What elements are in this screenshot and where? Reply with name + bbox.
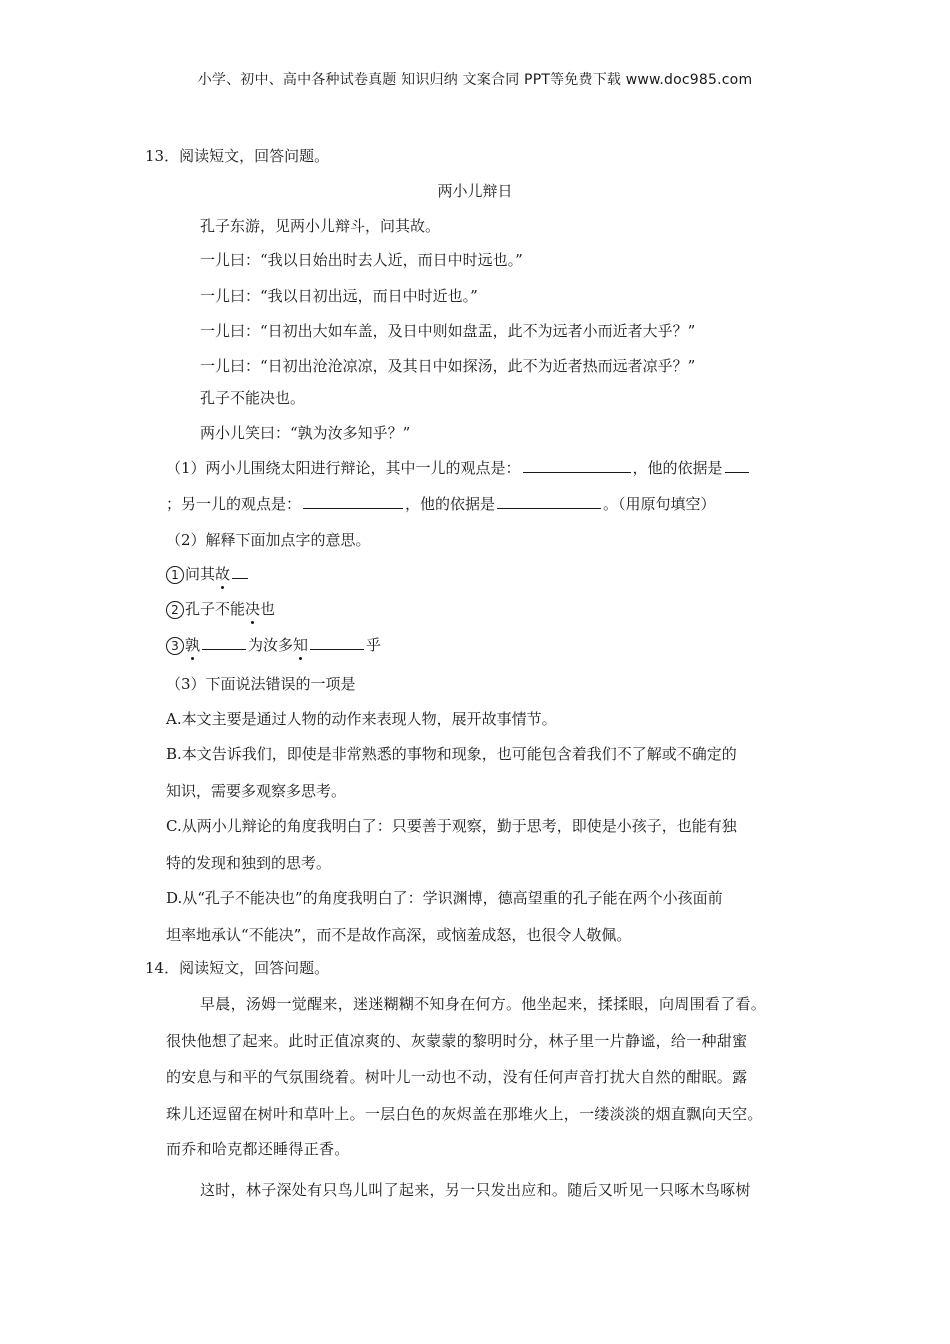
subquestion-1-line-1 [166,458,751,478]
passage-line: 一儿曰：“我以日始出时去人近，而日中时远也。” [200,251,523,269]
answer-blank-3[interactable] [303,494,403,509]
subquestion-1-text-a: （1）两小儿围绕太阳进行辩论，其中一儿的观点是： [166,459,521,477]
subquestion-2-prompt: （2）解释下面加点字的意思。 [166,531,371,549]
item-3-text-end: 乎 [366,636,382,654]
question-14-number: 14．阅读短文，回答问题。 [145,959,330,977]
subquestion-2-item-3 [166,635,381,655]
option-d[interactable]: D.从“孔子不能决也”的角度我明白了：学识渊博，德高望重的孔子能在两个小孩面前 [166,889,723,907]
answer-blank-7[interactable] [310,635,364,650]
answer-blank-4[interactable] [497,494,601,509]
dotted-char-zhi: 知 [293,636,309,654]
option-b[interactable]: B.本文告诉我们，即使是非常熟悉的事物和现象，也可能包含着我们不了解或不确定的 [166,745,737,763]
answer-blank-6[interactable] [202,635,246,650]
dotted-char-jue: 决 [245,600,261,618]
option-d-continued: 坦率地承认“不能决”，而不是故作高深，或恼羞成怒，也很令人敬佩。 [166,926,632,944]
subquestion-2-item-2 [166,599,275,619]
subquestion-3-prompt: （3）下面说法错误的一项是 [166,675,356,693]
subquestion-1-text-e: 。（用原句填空） [603,495,716,513]
paragraph-line: 珠儿还逗留在树叶和草叶上。一层白色的灰烬盖在那堆火上，一缕淡淡的烟直飘向天空。 [166,1105,763,1123]
item-2-text-end: 也 [260,600,276,618]
passage-line: 孔子不能决也。 [200,389,306,407]
item-2-text: 孔子不能 [185,600,246,618]
subquestion-1-line-2 [166,494,716,514]
paragraph-line: 很快他想了起来。此时正值凉爽的、灰蒙蒙的黎明时分，林子里一片静谧，给一种甜蜜 [166,1032,748,1050]
paragraph-line: 的安息与和平的气氛围绕着。树叶儿一动也不动，没有任何声音打扰大自然的酣眠。露 [166,1068,748,1086]
circled-number-2: 2 [166,601,184,619]
answer-blank-1[interactable] [523,458,631,473]
dotted-char-gu: 故 [215,565,231,583]
question-13-number: 13．阅读短文，回答问题。 [145,147,330,165]
passage-line: 孔子东游，见两小儿辩斗，问其故。 [200,217,441,235]
circled-number-1: 1 [166,566,184,584]
answer-blank-2[interactable] [725,458,749,473]
dotted-char-shu: 孰 [185,636,201,654]
answer-blank-5[interactable] [232,564,248,579]
option-c[interactable]: C.从两小儿辩论的角度我明白了：只要善于观察，勤于思考，即使是小孩子，也能有独 [166,817,737,835]
passage-line: 一儿曰：“我以日初出远，而日中时近也。” [200,287,478,305]
passage-line: 一儿曰：“日初出大如车盖，及日中则如盘盂，此不为远者小而近者大乎？” [200,322,696,340]
paragraph-line: 这时，林子深处有只鸟儿叫了起来，另一只发出应和。随后又听见一只啄木鸟啄树 [200,1181,751,1199]
passage-title: 两小儿辩日 [437,182,513,200]
option-b-continued: 知识，需要多观察多思考。 [166,782,347,800]
subquestion-1-text-b: ，他的依据是 [632,459,723,477]
page-header: 小学、初中、高中各种试卷真题 知识归纳 文案合同 PPT等免费下载 www.doc985.com [197,72,753,88]
item-1-text: 问其 [185,565,216,583]
subquestion-1-text-c: ；另一儿的观点是： [166,495,302,513]
subquestion-2-item-1 [166,564,250,584]
paragraph-line: 早晨，汤姆一觉醒来，迷迷糊糊不知身在何方。他坐起来，揉揉眼，向周围看了看。 [200,995,767,1013]
passage-line: 两小儿笑曰：“孰为汝多知乎？” [200,424,411,442]
option-c-continued: 特的发现和独到的思考。 [166,854,332,872]
option-a[interactable]: A.本文主要是通过人物的动作来表现人物，展开故事情节。 [166,710,557,728]
passage-line: 一儿曰：“日初出沧沧凉凉，及其日中如探汤，此不为近者热而远者凉乎？” [200,357,696,375]
item-3-text: 为汝多 [248,636,294,654]
paragraph-line: 而乔和哈克都还睡得正香。 [166,1140,350,1158]
subquestion-1-text-d: ，他的依据是 [405,495,496,513]
circled-number-3: 3 [166,637,184,655]
